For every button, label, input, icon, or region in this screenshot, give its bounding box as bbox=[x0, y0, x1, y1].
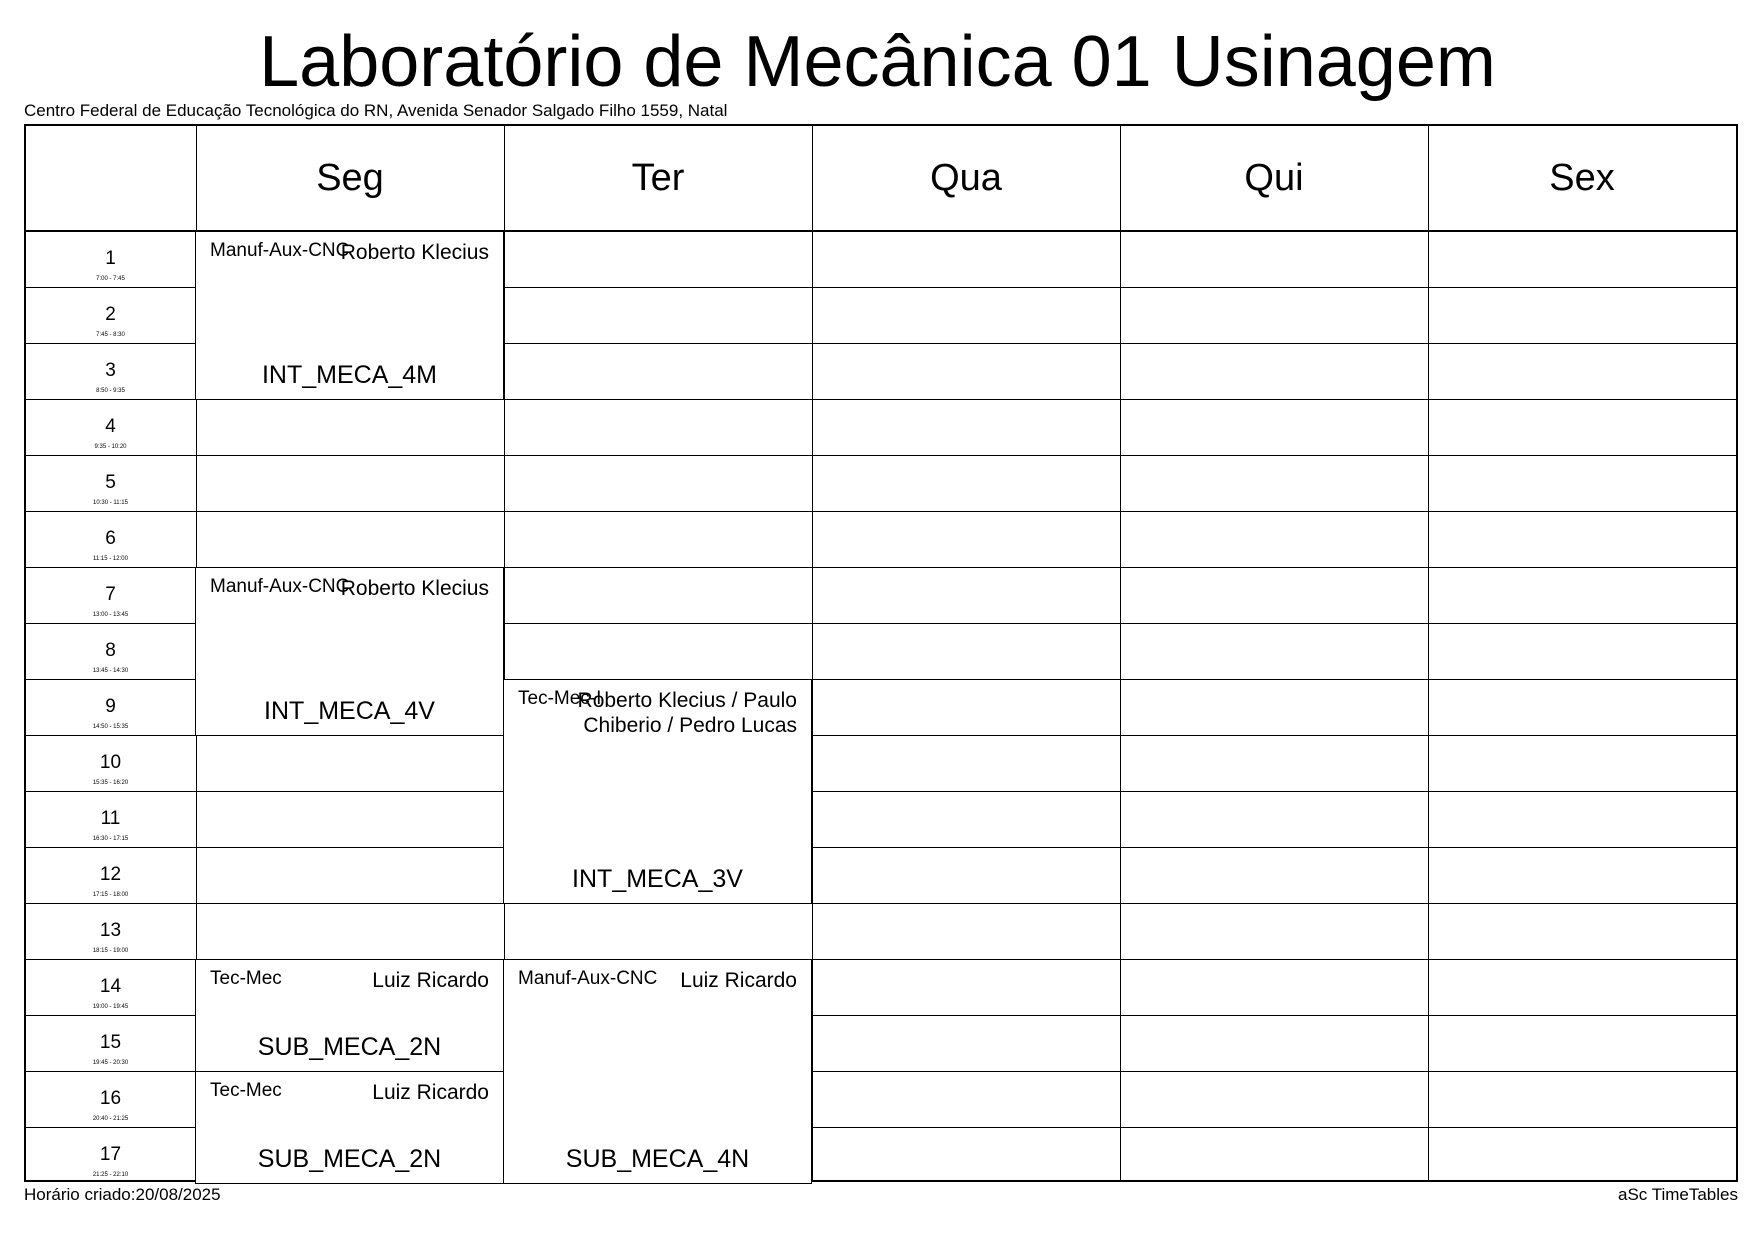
lesson-class: SUB_MECA_2N bbox=[257, 1033, 442, 1061]
period-number: 9 bbox=[105, 696, 116, 717]
row-divider bbox=[26, 511, 1736, 512]
period-time: 11:15 - 12:00 bbox=[93, 556, 128, 562]
period-time: 19:45 - 20:30 bbox=[92, 1060, 129, 1066]
timetable-grid bbox=[24, 124, 1738, 1182]
period-label bbox=[26, 736, 195, 792]
period-number: 14 bbox=[99, 976, 122, 997]
period-label bbox=[26, 344, 195, 400]
period-number: 8 bbox=[105, 640, 116, 661]
period-number: 15 bbox=[99, 1032, 122, 1053]
lesson-subject: Tec-Mec bbox=[210, 968, 282, 989]
lesson-teacher: Luiz Ricardo bbox=[680, 969, 797, 992]
lesson-teacher: Roberto Klecius bbox=[340, 577, 489, 600]
lesson-subject: Manuf-Aux-CNC bbox=[210, 240, 350, 261]
period-number: 5 bbox=[105, 472, 116, 493]
row-divider bbox=[26, 847, 1736, 848]
period-label bbox=[26, 232, 195, 288]
lesson-card[interactable] bbox=[195, 1071, 504, 1184]
period-label bbox=[26, 624, 195, 680]
lesson-teacher: Roberto Klecius / Paulo Chiberio / Pedro Lucas bbox=[577, 689, 797, 737]
period-label bbox=[26, 568, 195, 624]
period-label bbox=[26, 680, 195, 736]
lesson-card[interactable] bbox=[503, 679, 812, 904]
lesson-subject: Manuf-Aux-CNC bbox=[210, 576, 350, 597]
lesson-card[interactable] bbox=[195, 567, 504, 736]
period-number: 13 bbox=[99, 920, 122, 941]
period-label bbox=[26, 1072, 195, 1128]
period-time: 7:00 - 7:45 bbox=[96, 276, 125, 282]
period-label bbox=[26, 512, 195, 568]
period-number: 6 bbox=[105, 528, 116, 549]
lesson-class: SUB_MECA_2N bbox=[257, 1145, 442, 1173]
row-divider bbox=[26, 791, 1736, 792]
period-number: 10 bbox=[99, 752, 122, 773]
period-label bbox=[26, 400, 195, 456]
period-time: 14:50 - 15:35 bbox=[92, 724, 129, 730]
period-time: 19:00 - 19:45 bbox=[92, 1004, 129, 1010]
day-header: Qua bbox=[930, 156, 1002, 199]
period-number: 1 bbox=[105, 248, 116, 269]
day-header: Ter bbox=[631, 156, 685, 199]
period-time: 10:30 - 11:15 bbox=[93, 500, 128, 506]
lesson-teacher: Luiz Ricardo bbox=[372, 969, 489, 992]
column-divider bbox=[1120, 126, 1121, 1180]
brand-label: aSc TimeTables bbox=[1618, 1185, 1738, 1204]
lesson-subject: Tec-Mec-I bbox=[518, 688, 602, 709]
column-divider bbox=[1428, 126, 1429, 1180]
period-label bbox=[26, 792, 195, 848]
period-time: 18:15 - 19:00 bbox=[92, 948, 129, 954]
row-divider bbox=[26, 455, 1736, 456]
school-address: Centro Federal de Educação Tecnológica do RN, Avenida Senador Salgado Filho 1559, Natal bbox=[24, 101, 728, 120]
period-number: 4 bbox=[105, 416, 116, 437]
day-header: Qui bbox=[1244, 156, 1304, 199]
day-header: Seg bbox=[316, 156, 384, 199]
column-divider bbox=[812, 126, 813, 1180]
period-time: 13:00 - 13:45 bbox=[92, 612, 129, 618]
lesson-subject: Tec-Mec bbox=[210, 1080, 282, 1101]
period-time: 8:50 - 9:35 bbox=[96, 388, 125, 394]
created-date: Horário criado:20/08/2025 bbox=[24, 1185, 221, 1204]
period-time: 7:45 - 8:30 bbox=[96, 332, 125, 338]
period-number: 2 bbox=[105, 304, 116, 325]
period-number: 16 bbox=[99, 1088, 122, 1109]
lesson-class: INT_MECA_3V bbox=[572, 865, 743, 893]
period-label bbox=[26, 848, 195, 904]
period-number: 17 bbox=[99, 1144, 122, 1165]
lesson-card[interactable] bbox=[195, 231, 504, 400]
period-number: 11 bbox=[100, 808, 121, 829]
period-time: 21:25 - 22:10 bbox=[92, 1172, 129, 1178]
day-header: Sex bbox=[1549, 156, 1615, 199]
row-divider bbox=[26, 903, 1736, 904]
period-label bbox=[26, 1128, 195, 1184]
period-label bbox=[26, 904, 195, 960]
period-time: 16:30 - 17:15 bbox=[92, 836, 129, 842]
period-label bbox=[26, 960, 195, 1016]
period-time: 13:45 - 14:30 bbox=[92, 668, 129, 674]
lesson-class: SUB_MECA_4N bbox=[565, 1145, 750, 1173]
lesson-card[interactable] bbox=[503, 959, 812, 1184]
lesson-subject: Manuf-Aux-CNC bbox=[518, 968, 658, 989]
lesson-teacher: Roberto Klecius bbox=[340, 241, 489, 264]
period-label bbox=[26, 456, 195, 512]
lesson-class: INT_MECA_4M bbox=[261, 361, 438, 389]
period-number: 7 bbox=[105, 584, 116, 605]
period-label bbox=[26, 1016, 195, 1072]
period-time: 15:35 - 16:20 bbox=[92, 780, 129, 786]
page-title: Laboratório de Mecânica 01 Usinagem bbox=[259, 22, 1496, 102]
lesson-teacher: Luiz Ricardo bbox=[372, 1081, 489, 1104]
lesson-class: INT_MECA_4V bbox=[264, 697, 435, 725]
period-label bbox=[26, 288, 195, 344]
period-time: 9:35 - 10:20 bbox=[94, 444, 127, 450]
period-time: 20:40 - 21:25 bbox=[92, 1116, 129, 1122]
period-time: 17:15 - 18:00 bbox=[92, 892, 129, 898]
lesson-card[interactable] bbox=[195, 959, 504, 1072]
period-number: 3 bbox=[105, 360, 116, 381]
period-number: 12 bbox=[99, 864, 122, 885]
